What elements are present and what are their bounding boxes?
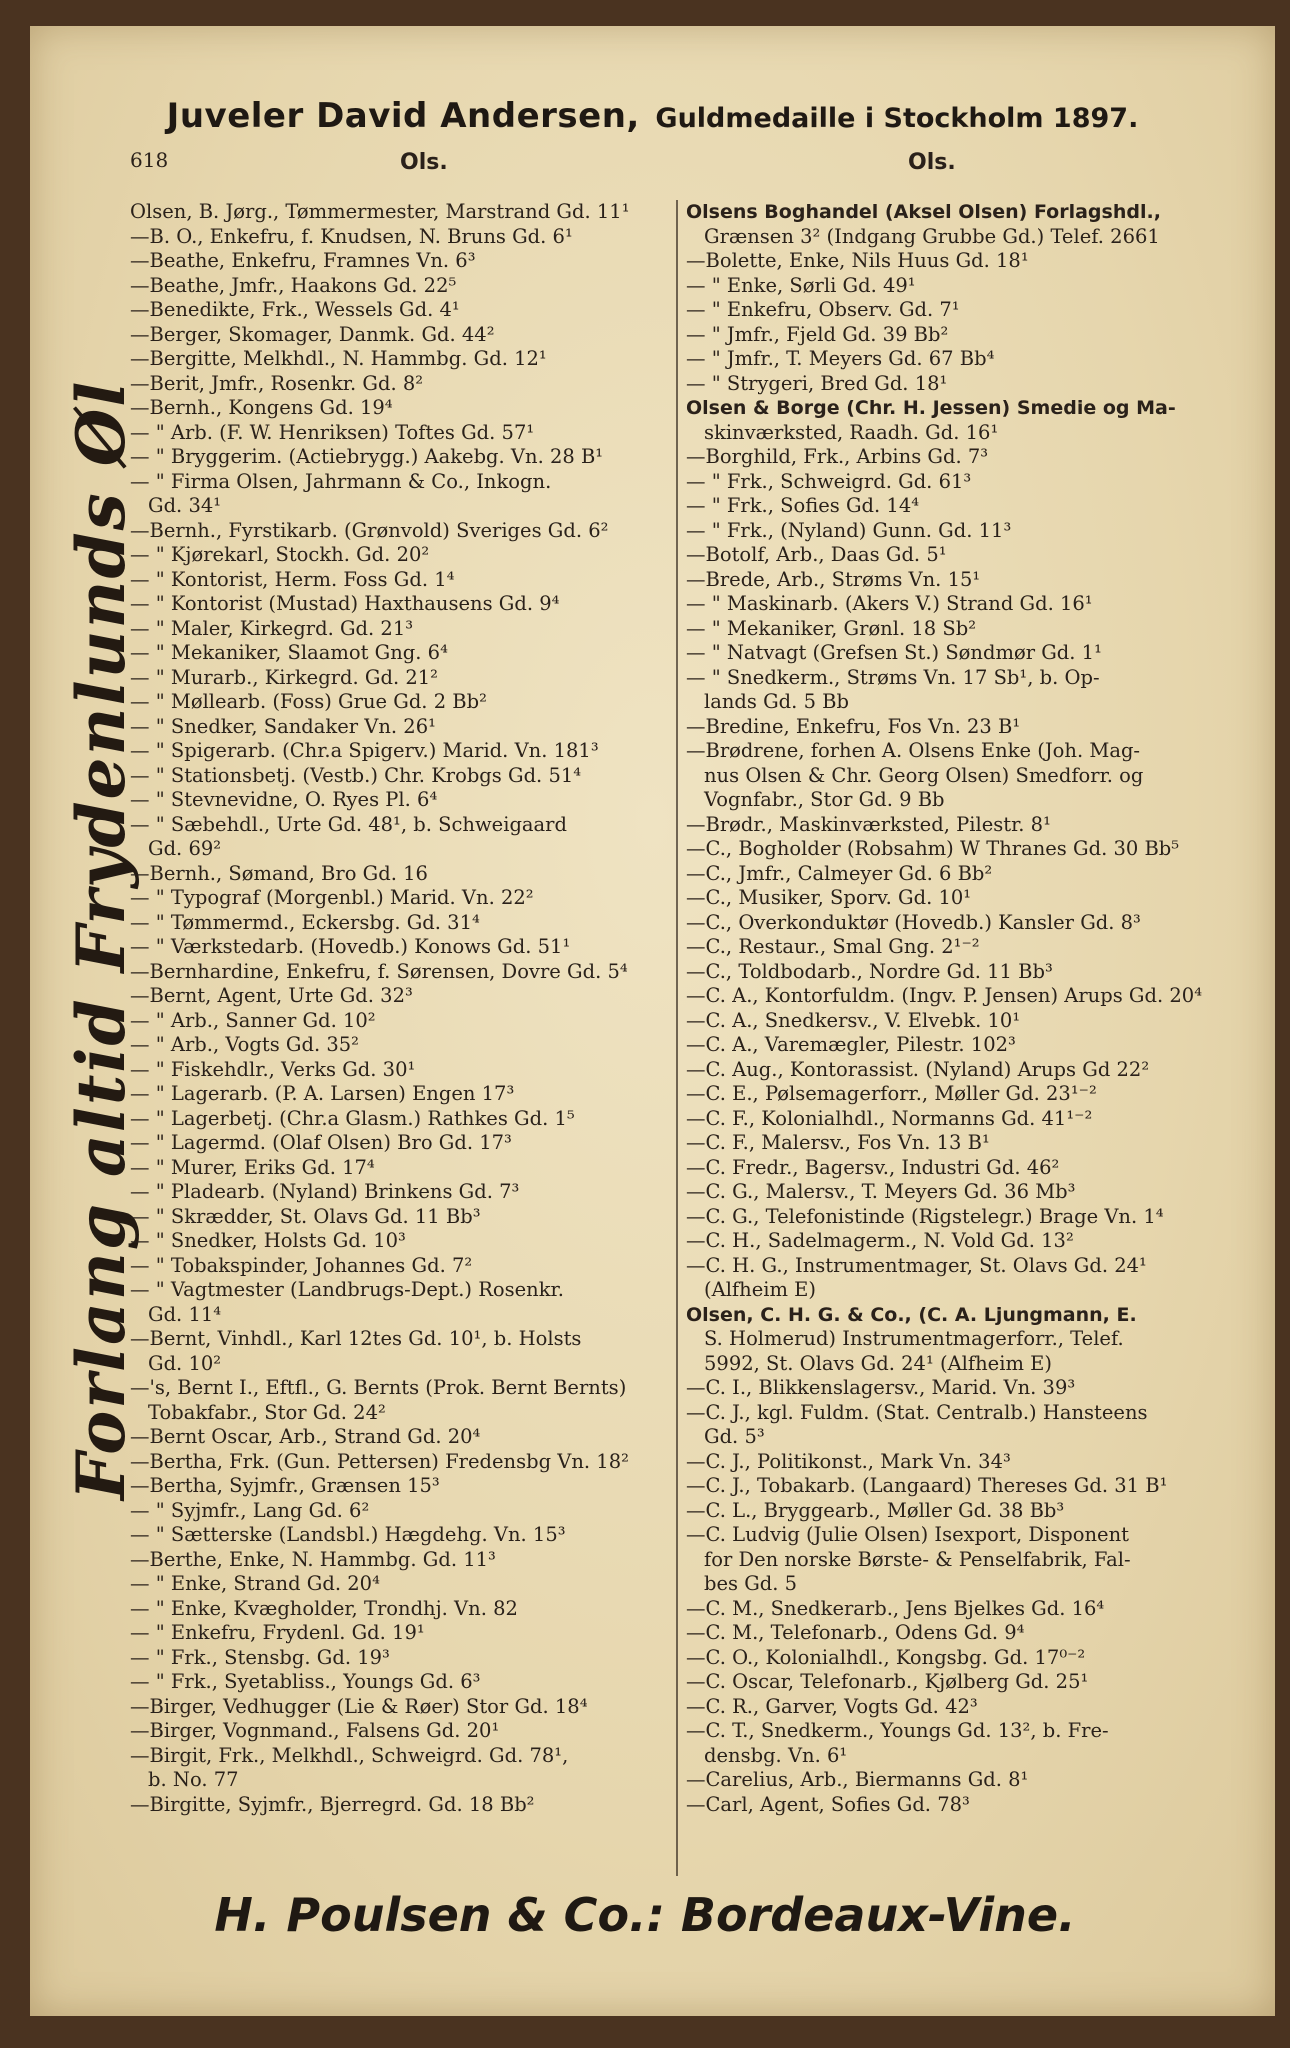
directory-entry: — " Skrædder, St. Olavs Gd. 11 Bb³ (130, 1204, 481, 1228)
directory-entry: —C. J., Politikonst., Mark Vn. 34³ (686, 1449, 1011, 1473)
directory-entry: — " Sæbehdl., Urte Gd. 48¹, b. Schweigaard (130, 812, 567, 836)
directory-entry: — " Murer, Eriks Gd. 17⁴ (130, 1155, 375, 1179)
directory-entry: —Bergitte, Melkhdl., N. Hammbg. Gd. 12¹ (130, 347, 547, 370)
directory-entry: Olsen & Borge (Chr. H. Jessen) Smedie og Ma- (686, 397, 1176, 419)
directory-entry: —Brødrene, forhen A. Olsens Enke (Joh. Mag- (686, 739, 1141, 762)
directory-entry: —Bernt, Vinhdl., Karl 12tes Gd. 10¹, b. Holsts (130, 1327, 582, 1350)
directory-entry: —Bernt, Agent, Urte Gd. 32³ (130, 984, 413, 1007)
directory-entry: —Birgit, Frk., Melkhdl., Schweigrd. Gd. 78¹, (130, 1743, 569, 1767)
directory-entry: — " Snedker, Sandaker Vn. 26¹ (130, 714, 436, 738)
directory-entry: —C., Jmfr., Calmeyer Gd. 6 Bb² (686, 861, 993, 885)
directory-entry: —Bernt Oscar, Arb., Strand Gd. 20⁴ (130, 1425, 481, 1448)
directory-entry: skinværksted, Raadh. Gd. 16¹ (704, 420, 999, 444)
directory-entry: —Botolf, Arb., Daas Gd. 5¹ (686, 543, 947, 566)
directory-entry: — " Frk., Syetabliss., Youngs Gd. 6³ (130, 1670, 481, 1693)
directory-entry: —Bernh., Sømand, Bro Gd. 16 (130, 861, 428, 885)
directory-entry: (Alfheim E) (704, 1278, 817, 1301)
directory-entry: —Bernh., Fyrstikarb. (Grønvold) Sveriges Gd. 6² (130, 518, 609, 542)
directory-entry: — " Spigerarb. (Chr.a Spigerv.) Marid. Vn. 181³ (130, 739, 599, 762)
directory-entry: —Berger, Skomager, Danmk. Gd. 44² (130, 322, 495, 346)
directory-entry: —C., Bogholder (Robsahm) W Thranes Gd. 30 Bb⁵ (686, 837, 1180, 860)
directory-entry: —Birger, Vedhugger (Lie & Røer) Stor Gd. 18⁴ (130, 1694, 588, 1718)
directory-entry: Vognfabr., Stor Gd. 9 Bb (704, 788, 945, 811)
directory-entry: — " Kontorist, Herm. Foss Gd. 1⁴ (130, 567, 455, 591)
directory-entry: —C. A., Snedkersv., V. Elvebk. 10¹ (686, 1008, 1021, 1032)
directory-entry: —C. J., kgl. Fuldm. (Stat. Centralb.) Hansteens (686, 1400, 1148, 1424)
directory-entry: —Berit, Jmfr., Rosenkr. Gd. 8² (130, 371, 424, 395)
directory-entry: — " Sætterske (Landsbl.) Hægdehg. Vn. 15³ (130, 1523, 566, 1546)
directory-entry: —C., Toldbodarb., Nordre Gd. 11 Bb³ (686, 959, 1053, 983)
directory-entry: lands Gd. 5 Bb (704, 690, 849, 713)
directory-entry: —C. Fredr., Bagersv., Industri Gd. 46² (686, 1155, 1060, 1179)
directory-entry: —C., Musiker, Sporv. Gd. 10¹ (686, 886, 972, 909)
directory-entry: —Bredine, Enkefru, Fos Vn. 23 B¹ (686, 714, 1021, 738)
column-divider (676, 200, 678, 1876)
directory-entry: — " Mekaniker, Grønl. 18 Sb² (686, 616, 977, 640)
directory-entry: —Benedikte, Frk., Wessels Gd. 4¹ (130, 298, 460, 321)
directory-entry: for Den norske Børste- & Penselfabrik, Fal- (704, 1547, 1131, 1571)
directory-entry: —Bertha, Frk. (Gun. Pettersen) Fredensbg Vn. 18² (130, 1449, 629, 1473)
directory-entry: —C. I., Blikkenslagersv., Marid. Vn. 39³ (686, 1376, 1076, 1399)
directory-entry: —B. O., Enkefru, f. Knudsen, N. Bruns Gd. 6¹ (130, 224, 573, 248)
directory-entry: —Carl, Agent, Sofies Gd. 78³ (686, 1792, 970, 1816)
directory-entry: — " Snedkerm., Strøms Vn. 17 Sb¹, b. Op- (686, 665, 1100, 689)
directory-entry: nus Olsen & Chr. Georg Olsen) Smedforr. og (704, 763, 1144, 787)
header-advertisement (30, 96, 1275, 136)
directory-entry: — " Tobakspinder, Johannes Gd. 7² (130, 1253, 473, 1277)
directory-entry: — " Firma Olsen, Jahrmann & Co., Inkogn. (130, 469, 552, 493)
directory-entry: —Bertha, Syjmfr., Grænsen 15³ (130, 1474, 440, 1497)
directory-entry: — " Værkstedarb. (Hovedb.) Konows Gd. 51¹ (130, 935, 571, 958)
directory-entry: —Bolette, Enke, Nils Huus Gd. 18¹ (686, 249, 1029, 272)
directory-entry: —Beathe, Jmfr., Haakons Gd. 22⁵ (130, 273, 457, 297)
directory-entry: —Brødr., Maskinværksted, Pilestr. 8¹ (686, 812, 1051, 836)
directory-entry: — " Strygeri, Bred Gd. 18¹ (686, 371, 948, 395)
directory-entry: —C. M., Snedkerarb., Jens Bjelkes Gd. 16⁴ (686, 1596, 1105, 1620)
directory-entry: — " Arb. (F. W. Henriksen) Toftes Gd. 57¹ (130, 420, 535, 444)
directory-entry: —C. T., Snedkerm., Youngs Gd. 13², b. Fre- (686, 1719, 1109, 1742)
directory-entry: —'s, Bernt I., Eftfl., G. Bernts (Prok. Bernt Bernts) (130, 1376, 627, 1399)
directory-entry: — " Murarb., Kirkegrd. Gd. 21² (130, 665, 438, 689)
directory-entry: —Birger, Vognmand., Falsens Gd. 20¹ (130, 1719, 500, 1742)
directory-entry: — " Frk., Sofies Gd. 14⁴ (686, 494, 920, 517)
directory-entry: — " Syjmfr., Lang Gd. 6² (130, 1498, 370, 1522)
directory-entry: — " Stevnevidne, O. Ryes Pl. 6⁴ (130, 788, 438, 811)
directory-entry: —C. L., Bryggearb., Møller Gd. 38 Bb³ (686, 1498, 1065, 1522)
directory-entry: —Brede, Arb., Strøms Vn. 15¹ (686, 567, 981, 591)
directory-entry: — " Enke, Kvægholder, Trondhj. Vn. 82 (130, 1596, 518, 1620)
directory-entry: Gd. 5³ (704, 1425, 765, 1448)
ad-medal-text: Guldmedaille i Stockholm 1897. (655, 103, 1139, 134)
ad-jeweler-name: Juveler David Andersen, (166, 96, 640, 136)
directory-entry: —C. Oscar, Telefonarb., Kjølberg Gd. 25¹ (686, 1670, 1089, 1693)
directory-entry: — " Kontorist (Mustad) Haxthausens Gd. 9⁴ (130, 592, 560, 615)
directory-entry: —C. J., Tobakarb. (Langaard) Thereses Gd. 31 B¹ (686, 1474, 1168, 1497)
directory-entry: —Bernh., Kongens Gd. 19⁴ (130, 396, 393, 419)
directory-entry: — " Enkefru, Frydenl. Gd. 19¹ (130, 1621, 425, 1644)
directory-entry: — " Lagerarb. (P. A. Larsen) Engen 17³ (130, 1082, 515, 1105)
directory-entry: —C. H. G., Instrumentmager, St. Olavs Gd. 24¹ (686, 1253, 1147, 1277)
directory-entry: Tobakfabr., Stor Gd. 24² (148, 1400, 386, 1424)
directory-entry: b. No. 77 (148, 1768, 239, 1791)
directory-entry: Olsens Boghandel (Aksel Olsen) Forlagshdl., (686, 201, 1161, 223)
directory-entry: —C. M., Telefonarb., Odens Gd. 9⁴ (686, 1621, 1025, 1644)
directory-entry: 5992, St. Olavs Gd. 24¹ (Alfheim E) (704, 1351, 1052, 1375)
directory-entry: — " Frk., (Nyland) Gunn. Gd. 11³ (686, 518, 1012, 542)
directory-entry: Gd. 10² (148, 1351, 222, 1375)
directory-entry: — " Enke, Sørli Gd. 49¹ (686, 273, 916, 297)
directory-entry: —C. E., Pølsemagerforr., Møller Gd. 23¹⁻² (686, 1082, 1097, 1105)
directory-entry: — " Lagermd. (Olaf Olsen) Bro Gd. 17³ (130, 1131, 512, 1154)
footer-advertisement: H. Poulsen & Co.: Bordeaux-Vine. (214, 1888, 1076, 1942)
directory-entry: — " Mekaniker, Slaamot Gng. 6⁴ (130, 641, 448, 664)
directory-entry: —Beathe, Enkefru, Framnes Vn. 6³ (130, 249, 476, 272)
directory-entry: —C. Aug., Kontorassist. (Nyland) Arups Gd 22² (686, 1057, 1150, 1081)
directory-entry: S. Holmerud) Instrumentmagerforr., Telef. (704, 1327, 1124, 1350)
directory-entry: — " Lagerbetj. (Chr.a Glasm.) Rathkes Gd. 1⁵ (130, 1106, 575, 1130)
directory-entry: — " Enke, Strand Gd. 20⁴ (130, 1572, 380, 1595)
directory-entry: — " Snedker, Holsts Gd. 10³ (130, 1229, 406, 1252)
directory-entry: Olsen, C. H. G. & Co., (C. A. Ljungmann, E. (686, 1303, 1137, 1326)
directory-entry: — " Frk., Stensbg. Gd. 19³ (130, 1645, 390, 1669)
directory-entry: — " Arb., Vogts Gd. 35² (130, 1033, 359, 1056)
directory-entry: — " Fiskehdlr., Verks Gd. 30¹ (130, 1057, 416, 1081)
directory-entry: —C. H., Sadelmagerm., N. Vold Gd. 13² (686, 1229, 1074, 1252)
directory-entry: — " Enkefru, Observ. Gd. 7¹ (686, 298, 960, 321)
page-number: 618 (130, 148, 169, 172)
directory-entry: —C. A., Kontorfuldm. (Ingv. P. Jensen) Arups Gd. 20⁴ (686, 984, 1203, 1007)
directory-entry: —C. A., Varemægler, Pilestr. 102³ (686, 1033, 1016, 1056)
directory-entry: —Borghild, Frk., Arbins Gd. 7³ (686, 445, 989, 468)
running-head-left: Ols. (400, 150, 448, 175)
directory-entry: —C. R., Garver, Vogts Gd. 42³ (686, 1694, 978, 1718)
directory-entry: — " Bryggerim. (Actiebrygg.) Aakebg. Vn. 28 B¹ (130, 445, 604, 468)
directory-entry: Gd. 11⁴ (148, 1302, 222, 1326)
directory-entry: — " Natvagt (Grefsen St.) Søndmør Gd. 1¹ (686, 641, 1102, 664)
side-advertisement: Forlang altid Frydenlunds Øl (62, 379, 140, 1500)
directory-entry: —C., Restaur., Smal Gng. 2¹⁻² (686, 935, 980, 958)
directory-entry: —Carelius, Arb., Biermanns Gd. 8¹ (686, 1768, 1029, 1791)
directory-entry: — " Vagtmester (Landbrugs-Dept.) Rosenkr. (130, 1278, 564, 1301)
directory-entry: Olsen, B. Jørg., Tømmermester, Marstrand Gd. 11¹ (130, 200, 630, 223)
directory-entry: — " Kjørekarl, Stockh. Gd. 20² (130, 543, 430, 566)
directory-entry: — " Jmfr., T. Meyers Gd. 67 Bb⁴ (686, 347, 995, 370)
directory-entry: — " Stationsbetj. (Vestb.) Chr. Krobgs Gd. 51⁴ (130, 763, 582, 787)
directory-entry: —C., Overkonduktør (Hovedb.) Kansler Gd. 8³ (686, 910, 1141, 934)
directory-entry: Grænsen 3² (Indgang Grubbe Gd.) Telef. 2661 (704, 224, 1160, 248)
directory-entry: —C. Ludvig (Julie Olsen) Isexport, Disponent (686, 1523, 1129, 1546)
directory-entry: — " Pladearb. (Nyland) Brinkens Gd. 7³ (130, 1180, 520, 1203)
directory-entry: —Berthe, Enke, N. Hammbg. Gd. 11³ (130, 1547, 496, 1571)
running-head-right: Ols. (908, 150, 956, 175)
directory-entry: —C. G., Telefonistinde (Rigstelegr.) Brage Vn. 1⁴ (686, 1204, 1164, 1228)
directory-entry: —C. O., Kolonialhdl., Kongsbg. Gd. 17⁰⁻² (686, 1645, 1086, 1669)
directory-entry: densbg. Vn. 6¹ (704, 1743, 848, 1767)
directory-entry: —C. F., Malersv., Fos Vn. 13 B¹ (686, 1131, 990, 1154)
directory-entry: —C. F., Kolonialhdl., Normanns Gd. 41¹⁻² (686, 1106, 1093, 1130)
right-column (686, 200, 1241, 1817)
directory-entry: — " Maler, Kirkegrd. Gd. 21³ (130, 616, 414, 640)
directory-entry: Gd. 69² (148, 837, 222, 860)
directory-entry: — " Møllearb. (Foss) Grue Gd. 2 Bb² (130, 690, 487, 713)
directory-entry: —Birgitte, Syjmfr., Bjerregrd. Gd. 18 Bb² (130, 1792, 535, 1816)
directory-entry: — " Typograf (Morgenbl.) Marid. Vn. 22² (130, 886, 534, 909)
directory-entry: —C. G., Malersv., T. Meyers Gd. 36 Mb³ (686, 1180, 1076, 1203)
directory-entry: bes Gd. 5 (704, 1572, 798, 1595)
left-column (130, 200, 670, 1817)
directory-entry: — " Maskinarb. (Akers V.) Strand Gd. 16¹ (686, 592, 1093, 615)
directory-entry: — " Tømmermd., Eckersbg. Gd. 31⁴ (130, 910, 480, 934)
directory-entry: — " Jmfr., Fjeld Gd. 39 Bb² (686, 322, 949, 346)
directory-entry: Gd. 34¹ (148, 494, 222, 517)
directory-entry: — " Frk., Schweigrd. Gd. 61³ (686, 469, 972, 493)
directory-entry: — " Arb., Sanner Gd. 10² (130, 1008, 376, 1032)
directory-entry: —Bernhardine, Enkefru, f. Sørensen, Dovre Gd. 5⁴ (130, 959, 628, 983)
